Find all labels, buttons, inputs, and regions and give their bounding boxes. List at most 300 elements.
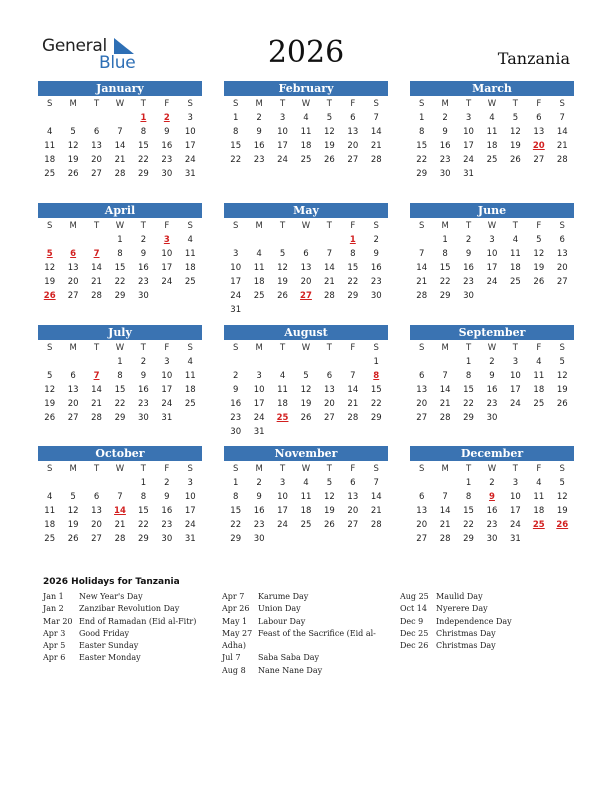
day-cell: 29: [137, 534, 149, 544]
month-january: [38, 81, 202, 181]
weekday-label: F: [536, 221, 542, 231]
day-cell: 9: [256, 492, 262, 502]
day-cell: 22: [137, 155, 149, 165]
day-cell: 31: [230, 305, 242, 315]
day-cell: 15: [137, 141, 149, 151]
day-cell: 18: [509, 263, 521, 273]
day-cell: 15: [463, 385, 474, 395]
week-row: [410, 476, 574, 490]
day-cell: 18: [184, 385, 196, 395]
day-cell: 13: [533, 127, 545, 137]
month-header: February: [224, 81, 388, 96]
day-cell: 7: [442, 492, 448, 502]
day-cell: 17: [230, 277, 242, 287]
day-cell: 23: [137, 277, 149, 287]
day-cell: 21: [114, 520, 126, 530]
week-row: [410, 125, 574, 139]
holiday-date: Apr 26: [222, 604, 250, 614]
holiday-name: Christmas Day: [436, 628, 496, 638]
day-cell: 5: [559, 478, 565, 488]
day-cell: 7: [373, 113, 379, 123]
day-cell: 27: [416, 413, 428, 423]
holiday-entry: [222, 652, 376, 664]
day-cell: 29: [230, 534, 242, 544]
day-cell: 24: [509, 399, 521, 409]
holiday-entry: [222, 616, 376, 628]
weekday-label: T: [465, 99, 472, 109]
day-cell: 19: [556, 385, 568, 395]
day-cell: 26: [44, 413, 56, 423]
day-cell: 25: [44, 169, 56, 179]
week-row: [224, 139, 388, 153]
day-cell: 14: [416, 263, 428, 273]
day-cell: 16: [230, 399, 242, 409]
weekday-label: F: [350, 221, 356, 231]
day-cell: 29: [114, 291, 126, 301]
day-cell: 29: [416, 169, 428, 179]
week-row: [38, 518, 202, 532]
weekday-header-row: [410, 462, 574, 476]
day-cell: 19: [277, 277, 288, 287]
day-cell: 30: [253, 534, 265, 544]
day-cell: 4: [303, 478, 309, 488]
day-cell: 19: [67, 520, 79, 530]
day-cell: 12: [300, 385, 312, 395]
day-cell: 5: [559, 357, 565, 367]
day-cell: 4: [256, 249, 262, 259]
weekday-label: M: [255, 343, 263, 353]
day-cell: 4: [279, 371, 286, 381]
empty-day-cell: [38, 476, 61, 490]
weekday-label: S: [47, 221, 53, 231]
week-row: [224, 369, 388, 383]
day-cell: 15: [114, 385, 126, 395]
day-cell: 7: [559, 113, 565, 123]
day-cell: 25: [184, 277, 196, 287]
day-cell: 13: [323, 385, 335, 395]
day-cell: 26: [300, 413, 312, 423]
empty-day-cell: [433, 476, 456, 490]
day-cell: 23: [253, 520, 265, 530]
day-cell: 17: [161, 385, 173, 395]
weekday-label: S: [187, 99, 193, 109]
day-cell: 21: [91, 399, 102, 409]
day-cell: 13: [416, 506, 428, 516]
day-cell: 24: [161, 399, 173, 409]
day-cell: 25: [300, 520, 312, 530]
day-cell: 20: [67, 277, 79, 287]
weekday-header-row: [38, 341, 202, 355]
day-cell: 14: [91, 263, 102, 273]
weekday-header-row: [38, 219, 202, 233]
day-cell: 23: [486, 399, 498, 409]
holiday-name: Easter Monday: [79, 653, 141, 663]
day-cell: 18: [253, 277, 265, 287]
day-cell: 16: [137, 385, 149, 395]
weekday-label: W: [301, 221, 311, 231]
day-cell: 11: [184, 371, 196, 381]
day-cell: 10: [161, 371, 173, 381]
weekday-label: T: [279, 464, 286, 474]
holiday-date: Apr 7: [222, 592, 245, 601]
day-cell: 18: [184, 263, 196, 273]
week-row: [410, 532, 574, 546]
week-row: [224, 532, 388, 546]
empty-day-cell: [85, 111, 108, 125]
day-cell: 24: [230, 291, 242, 301]
day-cell: 5: [70, 127, 76, 137]
day-cell: 30: [137, 291, 149, 301]
weekday-label: S: [373, 221, 379, 231]
day-cell: 5: [279, 249, 286, 259]
week-row: [410, 275, 574, 289]
empty-day-cell: [61, 476, 84, 490]
weekday-label: T: [140, 464, 146, 474]
day-cell: 2: [256, 113, 262, 123]
day-cell: 3: [233, 249, 239, 259]
day-cell: 22: [114, 399, 126, 409]
day-cell: 28: [323, 291, 335, 301]
day-cell: 27: [416, 534, 428, 544]
week-row: [38, 167, 202, 181]
day-cell: 26: [67, 534, 79, 544]
day-cell: 2: [489, 357, 495, 367]
weekday-label: S: [419, 343, 425, 353]
day-cell: 30: [486, 534, 498, 544]
day-cell: 15: [137, 506, 149, 516]
day-cell: 6: [326, 371, 333, 381]
weekday-label: S: [233, 221, 239, 231]
month-header: May: [224, 203, 388, 218]
day-cell: 4: [536, 357, 542, 367]
day-cell: 8: [140, 127, 147, 137]
weekday-label: S: [233, 99, 239, 109]
day-cell: 17: [486, 263, 498, 273]
day-cell: 4: [512, 235, 519, 245]
weekday-label: S: [419, 99, 425, 109]
weekday-label: T: [512, 343, 518, 353]
day-cell: 31: [161, 413, 173, 423]
month-header: November: [224, 446, 388, 461]
day-cell: 18: [533, 385, 545, 395]
day-cell: 9: [256, 127, 262, 137]
day-cell: 5: [326, 113, 333, 123]
day-cell: 18: [44, 520, 56, 530]
day-cell: 30: [439, 169, 451, 179]
empty-day-cell: [224, 355, 247, 369]
day-cell: 18: [533, 506, 545, 516]
day-cell: 3: [279, 478, 286, 488]
day-cell: 1: [117, 357, 123, 367]
week-row: [410, 247, 574, 261]
day-cell: 9: [140, 249, 147, 259]
holiday-day-cell: 7: [93, 249, 100, 259]
day-cell: 9: [164, 492, 170, 502]
holiday-day-cell: 26: [556, 520, 569, 530]
day-cell: 31: [253, 427, 265, 437]
day-cell: 28: [114, 169, 126, 179]
empty-day-cell: [108, 476, 131, 490]
day-cell: 10: [509, 492, 521, 502]
day-cell: 7: [442, 371, 448, 381]
day-cell: 5: [326, 478, 333, 488]
day-cell: 6: [303, 249, 309, 259]
empty-day-cell: [224, 233, 247, 247]
month-header: January: [38, 81, 202, 96]
day-cell: 20: [416, 520, 428, 530]
weekday-label: T: [326, 99, 332, 109]
day-cell: 9: [489, 371, 495, 381]
day-cell: 1: [373, 357, 379, 367]
day-cell: 16: [161, 506, 173, 516]
holiday-entry: [43, 628, 196, 640]
day-cell: 1: [233, 113, 239, 123]
weekday-label: W: [301, 99, 311, 109]
weekday-label: S: [47, 343, 53, 353]
day-cell: 12: [67, 141, 79, 151]
day-cell: 24: [161, 277, 173, 287]
day-cell: 8: [442, 249, 448, 259]
day-cell: 27: [67, 413, 79, 423]
day-cell: 11: [486, 127, 498, 137]
day-cell: 23: [439, 155, 451, 165]
holiday-day-cell: 5: [46, 249, 53, 259]
day-cell: 28: [439, 534, 451, 544]
empty-day-cell: [85, 476, 108, 490]
day-cell: 24: [277, 155, 288, 165]
day-cell: 13: [416, 385, 428, 395]
week-row: [224, 411, 388, 425]
day-cell: 15: [370, 385, 382, 395]
weekday-header-row: [224, 219, 388, 233]
holiday-date: Jan 2: [43, 604, 64, 614]
weekday-label: T: [279, 221, 286, 231]
day-cell: 3: [164, 357, 170, 367]
holiday-name: Easter Sunday: [79, 641, 139, 651]
day-cell: 12: [556, 371, 568, 381]
weekday-label: T: [140, 221, 146, 231]
day-cell: 27: [67, 291, 79, 301]
empty-day-cell: [318, 233, 341, 247]
day-cell: 15: [463, 506, 474, 516]
day-cell: 19: [509, 141, 521, 151]
day-cell: 17: [184, 506, 196, 516]
day-cell: 4: [47, 127, 53, 137]
weekday-label: W: [301, 464, 311, 474]
day-cell: 21: [439, 520, 451, 530]
week-row: [224, 275, 388, 289]
day-cell: 15: [230, 141, 242, 151]
weekday-label: T: [465, 464, 472, 474]
day-cell: 2: [233, 371, 239, 381]
weekday-label: T: [512, 99, 518, 109]
month-february: [224, 81, 388, 167]
holiday-date: Mar 20: [43, 616, 73, 626]
day-cell: 30: [230, 427, 242, 437]
day-cell: 8: [233, 127, 239, 137]
day-cell: 6: [93, 127, 100, 137]
empty-day-cell: [271, 233, 294, 247]
holiday-column: [43, 591, 196, 665]
weekday-label: T: [512, 221, 518, 231]
empty-day-cell: [410, 355, 433, 369]
week-row: [410, 504, 574, 518]
day-cell: 30: [370, 291, 382, 301]
holiday-date: Apr 6: [43, 653, 66, 663]
weekday-label: T: [93, 221, 100, 231]
day-cell: 2: [465, 235, 472, 245]
day-cell: 30: [137, 413, 149, 423]
weekday-label: S: [559, 343, 565, 353]
holiday-name: Labour Day: [258, 616, 306, 626]
day-cell: 26: [277, 291, 288, 301]
day-cell: 27: [91, 169, 102, 179]
day-cell: 28: [416, 291, 428, 301]
day-cell: 10: [486, 249, 498, 259]
day-cell: 10: [161, 249, 173, 259]
holiday-date: May 27: [222, 628, 253, 638]
week-row: [38, 383, 202, 397]
holiday-entry: [400, 591, 512, 603]
weekday-header-row: [410, 97, 574, 111]
day-cell: 18: [486, 141, 498, 151]
holiday-date: Oct 14: [400, 604, 427, 614]
week-row: [410, 167, 574, 181]
day-cell: 13: [556, 249, 568, 259]
day-cell: 11: [184, 249, 196, 259]
weekday-label: W: [115, 99, 125, 109]
holiday-day-cell: 20: [532, 141, 545, 151]
day-cell: 13: [347, 492, 359, 502]
day-cell: 25: [300, 155, 312, 165]
weekday-label: S: [47, 99, 53, 109]
day-cell: 27: [533, 155, 545, 165]
weekday-label: S: [233, 343, 239, 353]
weekday-label: W: [301, 343, 311, 353]
weekday-label: S: [47, 464, 53, 474]
day-cell: 20: [347, 141, 359, 151]
holiday-entry: [400, 640, 512, 652]
weekday-label: T: [93, 99, 100, 109]
day-cell: 19: [300, 399, 312, 409]
week-row: [38, 369, 202, 383]
day-cell: 4: [303, 113, 309, 123]
weekday-label: F: [536, 99, 542, 109]
month-header: July: [38, 325, 202, 340]
day-cell: 6: [350, 113, 356, 123]
day-cell: 31: [509, 534, 521, 544]
holiday-entry: [43, 640, 196, 652]
day-cell: 29: [463, 413, 474, 423]
day-cell: 26: [323, 155, 335, 165]
weekday-label: S: [187, 343, 193, 353]
holiday-name: Nyerere Day: [436, 604, 488, 614]
day-cell: 4: [536, 478, 542, 488]
day-cell: 9: [233, 385, 239, 395]
weekday-label: F: [350, 343, 356, 353]
empty-day-cell: [318, 355, 341, 369]
weekday-label: S: [373, 99, 379, 109]
weekday-label: S: [373, 464, 379, 474]
month-november: [224, 446, 388, 546]
day-cell: 22: [230, 155, 242, 165]
weekday-label: T: [279, 99, 286, 109]
empty-day-cell: [38, 111, 61, 125]
week-row: [38, 355, 202, 369]
week-row: [38, 153, 202, 167]
day-cell: 24: [184, 520, 196, 530]
day-cell: 28: [114, 534, 126, 544]
day-cell: 15: [230, 506, 242, 516]
day-cell: 25: [509, 277, 521, 287]
day-cell: 26: [323, 520, 335, 530]
day-cell: 11: [533, 492, 545, 502]
week-row: [38, 275, 202, 289]
day-cell: 9: [465, 249, 472, 259]
weekday-label: T: [326, 343, 332, 353]
month-header: October: [38, 446, 202, 461]
day-cell: 14: [556, 127, 568, 137]
day-cell: 25: [486, 155, 498, 165]
day-cell: 19: [44, 277, 56, 287]
day-cell: 20: [91, 520, 102, 530]
day-cell: 6: [419, 371, 425, 381]
empty-day-cell: [410, 233, 433, 247]
weekday-label: W: [115, 464, 125, 474]
day-cell: 22: [230, 520, 242, 530]
weekday-label: W: [487, 221, 497, 231]
month-header: August: [224, 325, 388, 340]
holiday-day-cell: 27: [300, 291, 312, 301]
week-row: [410, 518, 574, 532]
weekday-label: S: [559, 221, 565, 231]
holiday-name: Adha): [222, 641, 246, 651]
day-cell: 16: [370, 263, 382, 273]
day-cell: 28: [439, 413, 451, 423]
day-cell: 5: [47, 371, 53, 381]
holiday-name: Feast of the Sacrifice (Eid al-: [258, 628, 376, 638]
day-cell: 21: [347, 399, 359, 409]
day-cell: 10: [253, 385, 265, 395]
empty-day-cell: [247, 355, 270, 369]
weekday-header-row: [224, 97, 388, 111]
day-cell: 11: [44, 141, 56, 151]
weekday-label: T: [465, 221, 472, 231]
day-cell: 11: [253, 263, 265, 273]
empty-day-cell: [108, 111, 131, 125]
weekday-header-row: [38, 97, 202, 111]
holiday-entry: [222, 591, 376, 603]
empty-day-cell: [294, 355, 317, 369]
page-title-year: 2026: [267, 35, 345, 70]
day-cell: 1: [419, 113, 425, 123]
day-cell: 21: [323, 277, 335, 287]
day-cell: 9: [164, 127, 170, 137]
empty-day-cell: [247, 233, 270, 247]
week-row: [38, 490, 202, 504]
day-cell: 16: [486, 385, 498, 395]
day-cell: 6: [70, 371, 76, 381]
day-cell: 2: [373, 235, 379, 245]
day-cell: 18: [44, 155, 56, 165]
day-cell: 17: [509, 506, 521, 516]
day-cell: 9: [140, 371, 147, 381]
day-cell: 7: [117, 492, 123, 502]
day-cell: 20: [556, 263, 568, 273]
holiday-date: Dec 25: [400, 628, 429, 638]
day-cell: 22: [137, 520, 149, 530]
weekday-label: T: [93, 464, 100, 474]
